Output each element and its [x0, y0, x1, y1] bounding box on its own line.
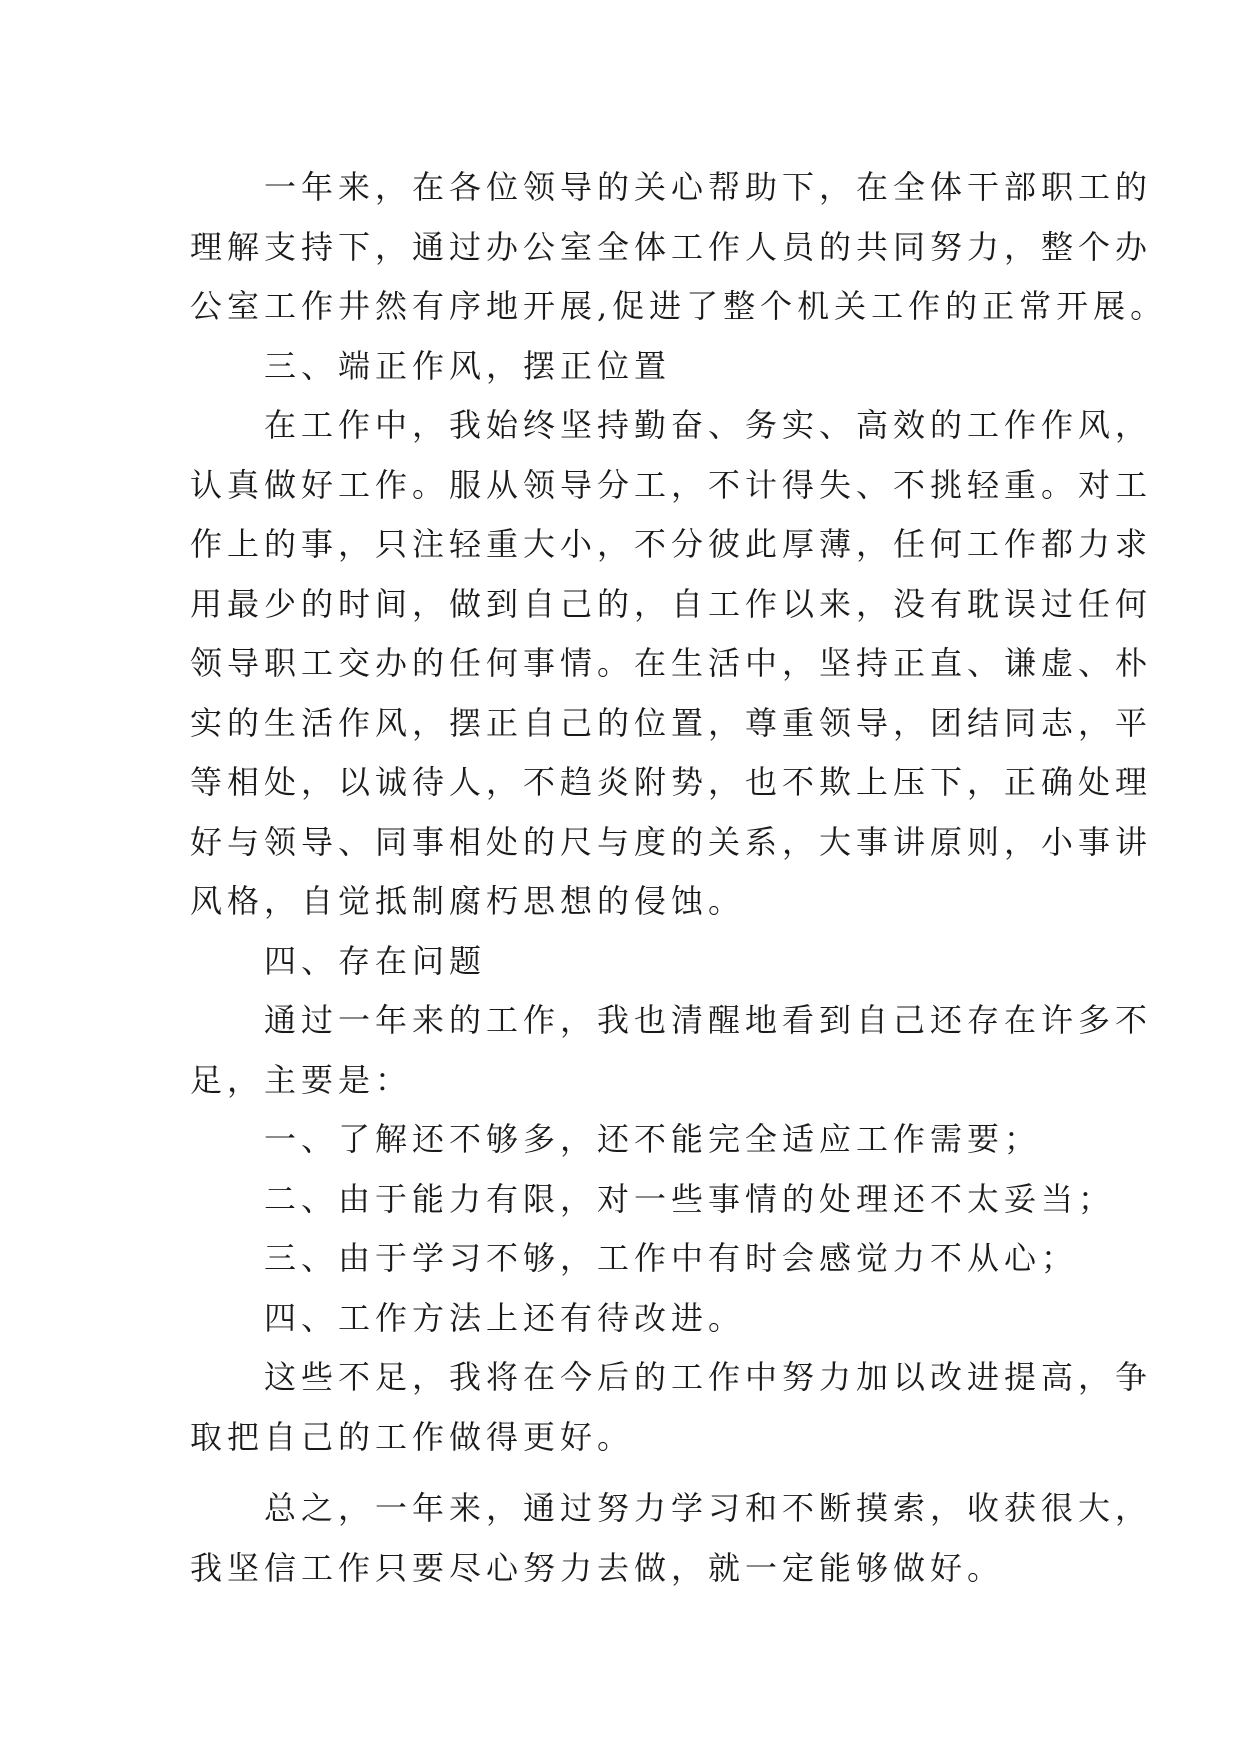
list-item: 三、由于学习不够，工作中有时会感觉力不从心； — [190, 1239, 1079, 1277]
text-line: 通过一年来的工作，我也清醒地看到自己还存在许多不 — [190, 1001, 1153, 1039]
text-line: 理解支持下，通过办公室全体工作人员的共同努力，整个办 — [190, 227, 1153, 266]
list-item: 四、工作方法上还有待改进。 — [190, 1298, 746, 1337]
text-line: 好与领导、同事相处的尺与度的关系，大事讲原则，小事讲 — [190, 822, 1153, 861]
text-line: 认真做好工作。服从领导分工，不计得失、不挑轻重。对工 — [190, 465, 1153, 504]
text-line: 我坚信工作只要尽心努力去做，就一定能够做好。 — [190, 1548, 1005, 1587]
document-body — [190, 158, 1168, 1598]
list-item: 二、由于能力有限，对一些事情的处理还不太妥当； — [190, 1179, 1116, 1218]
text-line: 在工作中，我始终坚持勤奋、务实、高效的工作作风， — [190, 406, 1153, 444]
section-heading: 四、存在问题 — [190, 941, 487, 980]
text-line: 一年来，在各位领导的关心帮助下，在全体干部职工的 — [190, 168, 1153, 206]
text-line: 用最少的时间，做到自己的，自工作以来，没有耽误过任何 — [190, 584, 1153, 623]
text-line: 等相处，以诚待人，不趋炎附势，也不欺上压下，正确处理 — [190, 763, 1153, 801]
text-line: 风格，自觉抵制腐朽思想的侵蚀。 — [190, 882, 746, 920]
text-line: 取把自己的工作做得更好。 — [190, 1417, 635, 1456]
paragraph-gap — [190, 1467, 1090, 1479]
text-line: 总之，一年来，通过努力学习和不断摸索，收获很大， — [190, 1489, 1153, 1527]
text-line: 公室工作井然有序地开展,促进了整个机关工作的正常开展。 — [190, 287, 1168, 325]
list-item: 一、了解还不够多，还不能完全适应工作需要； — [190, 1120, 1042, 1158]
text-line: 足，主要是： — [190, 1060, 413, 1099]
text-line: 领导职工交办的任何事情。在生活中，坚持正直、谦虚、朴 — [190, 644, 1153, 682]
section-heading: 三、端正作风，摆正位置 — [190, 346, 672, 385]
text-line: 这些不足，我将在今后的工作中努力加以改进提高，争 — [190, 1358, 1153, 1396]
text-line: 实的生活作风，摆正自己的位置，尊重领导，团结同志，平 — [190, 703, 1153, 742]
text-line: 作上的事，只注轻重大小，不分彼此厚薄，任何工作都力求 — [190, 525, 1153, 563]
